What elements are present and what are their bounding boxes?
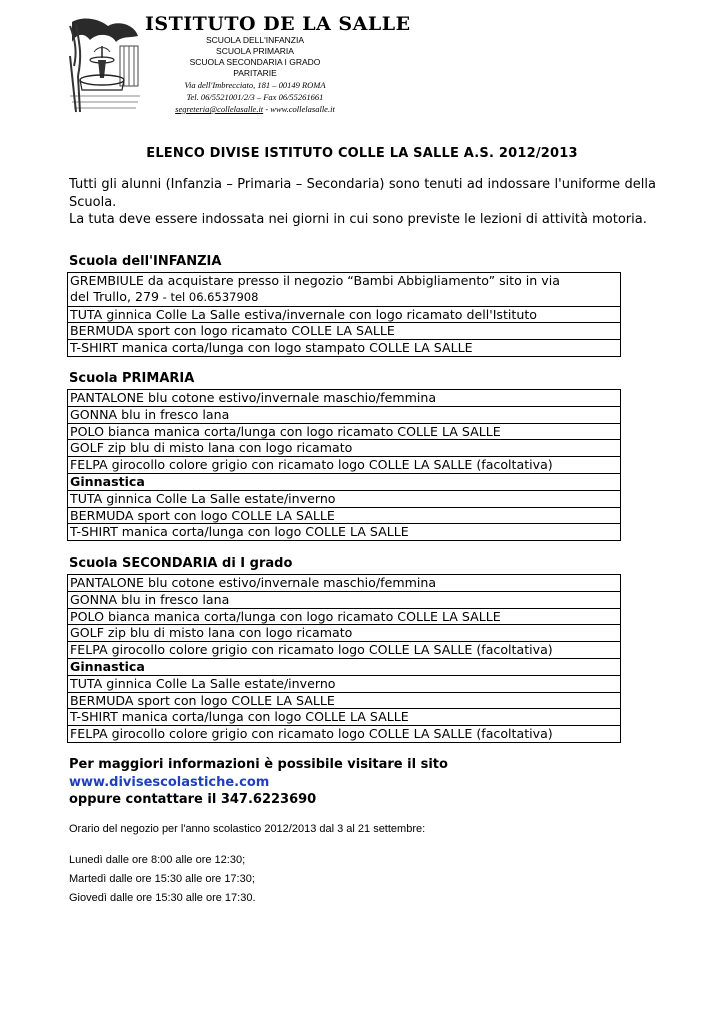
shop-hours-thursday: Giovedì dalle ore 15:30 alle ore 17:30. bbox=[69, 892, 256, 904]
table-primaria bbox=[67, 389, 621, 541]
shop-hours-tuesday: Martedì dalle ore 15:30 alle ore 17:30; bbox=[69, 873, 255, 885]
table-cell: TUTA ginnica Colle La Salle estate/inverno bbox=[68, 675, 621, 692]
table-cell bbox=[68, 273, 621, 307]
school-logo-fountain-drawing bbox=[68, 16, 142, 114]
header-contacts bbox=[145, 103, 365, 115]
table-cell: T-SHIRT manica corta/lunga con logo COLLE LA SALLE bbox=[68, 524, 621, 541]
cell-line bbox=[70, 289, 620, 306]
table-row bbox=[68, 406, 621, 423]
cell-phone: - tel 06.6537908 bbox=[159, 289, 259, 304]
table-cell: TUTA ginnica Colle La Salle estate/inverno bbox=[68, 490, 621, 507]
table-row bbox=[68, 591, 621, 608]
intro-paragraph-2: La tuta deve essere indossata nei giorni in cui sono previste le lezioni di attività motoria. bbox=[69, 212, 647, 227]
table-infanzia bbox=[67, 272, 621, 357]
section-title-secondaria: Scuola SECONDARIA di I grado bbox=[69, 556, 293, 571]
table-row bbox=[68, 524, 621, 541]
table-row bbox=[68, 507, 621, 524]
table-row bbox=[68, 726, 621, 743]
table-row bbox=[68, 608, 621, 625]
header-website[interactable]: - www.collelasalle.it bbox=[263, 104, 335, 114]
table-row bbox=[68, 625, 621, 642]
header-email-link[interactable]: segreteria@collelasalle.it bbox=[175, 104, 264, 114]
table-cell: FELPA girocollo colore grigio con ricamato logo COLLE LA SALLE (facoltativa) bbox=[68, 642, 621, 659]
table-row bbox=[68, 390, 621, 407]
table-secondaria bbox=[67, 574, 621, 743]
table-subheading-ginnastica: Ginnastica bbox=[68, 658, 621, 675]
more-info-text: Per maggiori informazioni è possibile visitare il sito bbox=[69, 757, 448, 772]
table-cell: FELPA girocollo colore grigio con ricamato logo COLLE LA SALLE (facoltativa) bbox=[68, 726, 621, 743]
header-line-secondaria: SCUOLA SECONDARIA I GRADO bbox=[189, 57, 321, 67]
table-cell: PANTALONE blu cotone estivo/invernale maschio/femmina bbox=[68, 390, 621, 407]
table-cell: BERMUDA sport con logo COLLE LA SALLE bbox=[68, 692, 621, 709]
table-cell: GONNA blu in fresco lana bbox=[68, 406, 621, 423]
table-cell: GONNA blu in fresco lana bbox=[68, 591, 621, 608]
header-line-infanzia: SCUOLA DELL'INFANZIA bbox=[206, 35, 304, 45]
table-cell: PANTALONE blu cotone estivo/invernale maschio/femmina bbox=[68, 575, 621, 592]
table-cell: T-SHIRT manica corta/lunga con logo COLLE LA SALLE bbox=[68, 709, 621, 726]
table-row bbox=[68, 575, 621, 592]
more-info-block bbox=[69, 756, 448, 809]
shop-hours-intro: Orario del negozio per l'anno scolastico 2012/2013 dal 3 al 21 settembre: bbox=[69, 823, 426, 835]
intro-text bbox=[69, 176, 656, 229]
table-row bbox=[68, 473, 621, 490]
table-cell: POLO bianca manica corta/lunga con logo ricamato COLLE LA SALLE bbox=[68, 608, 621, 625]
header-line-primaria: SCUOLA PRIMARIA bbox=[216, 46, 294, 56]
table-cell: TUTA ginnica Colle La Salle estiva/invernale con logo ricamato dell'Istituto bbox=[68, 306, 621, 323]
header-phone: Tel. 06/5521001/2/3 – Fax 06/55261661 bbox=[186, 92, 324, 102]
table-row bbox=[68, 658, 621, 675]
section-title-primaria: Scuola PRIMARIA bbox=[69, 371, 195, 386]
table-cell: BERMUDA sport con logo COLLE LA SALLE bbox=[68, 507, 621, 524]
table-row bbox=[68, 675, 621, 692]
table-row bbox=[68, 340, 621, 357]
table-row bbox=[68, 306, 621, 323]
table-row bbox=[68, 490, 621, 507]
shop-hours-monday: Lunedì dalle ore 8:00 alle ore 12:30; bbox=[69, 854, 246, 866]
table-row bbox=[68, 440, 621, 457]
table-row bbox=[68, 457, 621, 474]
table-row bbox=[68, 323, 621, 340]
table-cell: BERMUDA sport con logo ricamato COLLE LA SALLE bbox=[68, 323, 621, 340]
table-row bbox=[68, 642, 621, 659]
cell-text: del Trullo, 279 bbox=[70, 288, 159, 304]
table-cell: POLO bianca manica corta/lunga con logo ricamato COLLE LA SALLE bbox=[68, 423, 621, 440]
header-line-paritarie: PARITARIE bbox=[233, 68, 277, 78]
shop-website-link[interactable]: www.divisescolastiche.com bbox=[69, 774, 270, 790]
cell-line: GREMBIULE da acquistare presso il negozio “Bambi Abbigliamento” sito in via bbox=[70, 273, 560, 288]
table-cell: GOLF zip blu di misto lana con logo ricamato bbox=[68, 440, 621, 457]
school-name: ISTITUTO DE LA SALLE bbox=[145, 13, 411, 35]
table-cell: FELPA girocollo colore grigio con ricamato logo COLLE LA SALLE (facoltativa) bbox=[68, 457, 621, 474]
table-cell: T-SHIRT manica corta/lunga con logo stampato COLLE LA SALLE bbox=[68, 340, 621, 357]
intro-paragraph-1: Tutti gli alunni (Infanzia – Primaria – Secondaria) sono tenuti ad indossare l'uniforme della Scuola. bbox=[69, 177, 656, 210]
table-row bbox=[68, 709, 621, 726]
table-row bbox=[68, 692, 621, 709]
header-address: Via dell'Imbrecciato, 181 – 00149 ROMA bbox=[184, 80, 326, 90]
school-header bbox=[145, 13, 411, 115]
table-row bbox=[68, 273, 621, 307]
section-title-infanzia: Scuola dell'INFANZIA bbox=[69, 254, 222, 269]
table-subheading-ginnastica: Ginnastica bbox=[68, 473, 621, 490]
table-cell: GOLF zip blu di misto lana con logo ricamato bbox=[68, 625, 621, 642]
document-title: ELENCO DIVISE ISTITUTO COLLE LA SALLE A.S. 2012/2013 bbox=[146, 146, 578, 161]
contact-phone-text: oppure contattare il 347.6223690 bbox=[69, 792, 317, 807]
table-row bbox=[68, 423, 621, 440]
